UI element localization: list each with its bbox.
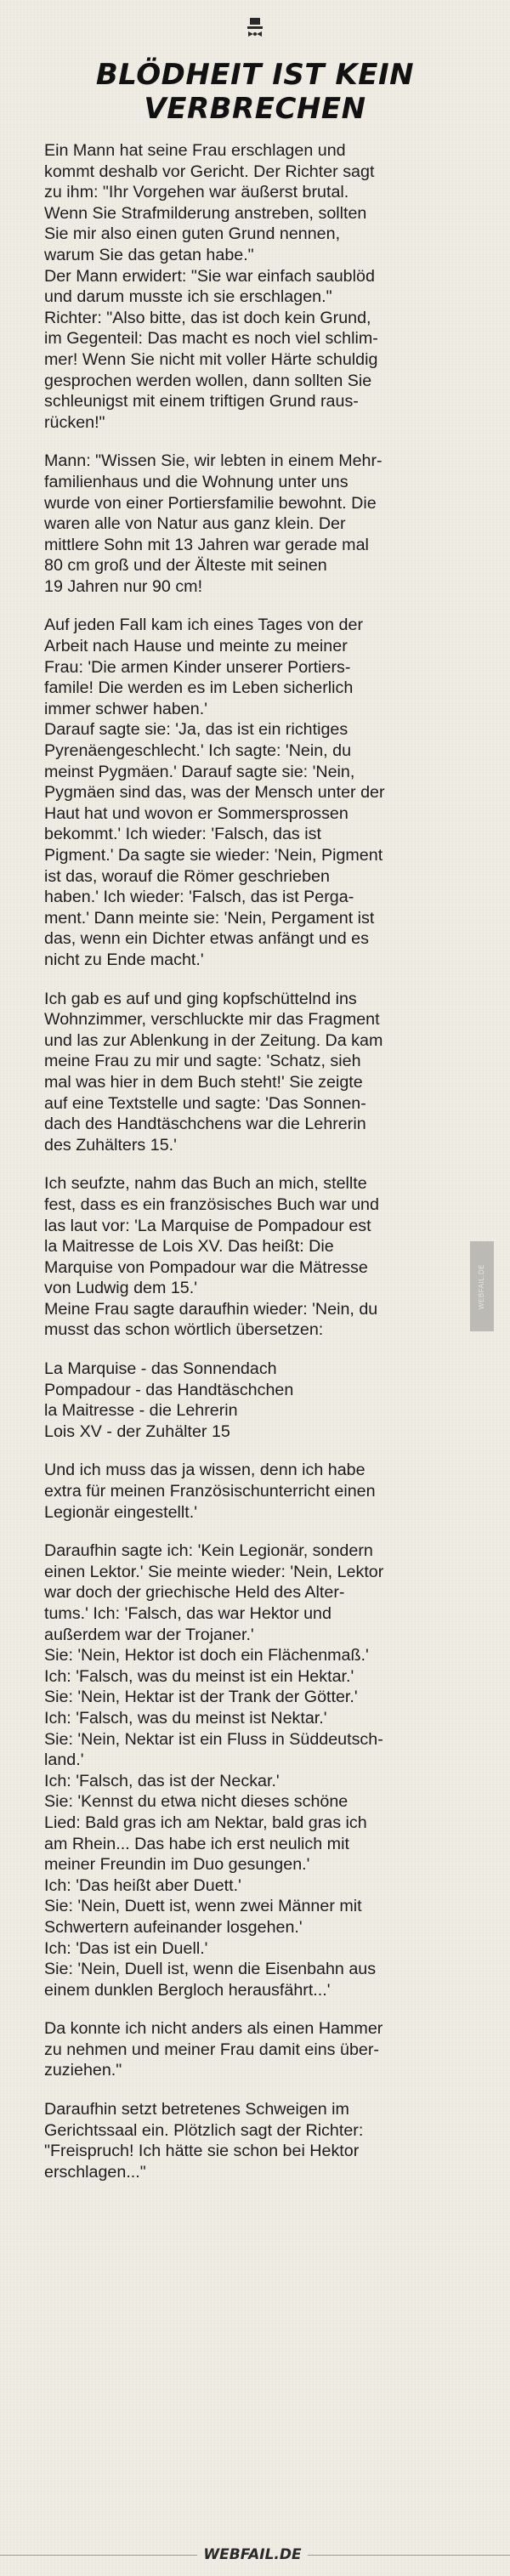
text-line: la Maitresse de Lois XV. Das heißt: Die — [44, 1237, 334, 1257]
text-line: und las zur Ablenkung in der Zeitung. Da kam — [44, 1030, 383, 1050]
story-paragraph — [44, 615, 469, 970]
text-line: Arbeit nach Hause und meinte zu meiner — [44, 637, 348, 656]
text-line: wurde von einer Portiersfamilie bewohnt. Die — [44, 493, 377, 513]
text-line: Meine Frau sagte daraufhin wieder: 'Nein, du — [44, 1299, 378, 1319]
text-line: gesprochen werden wollen, dann sollten Sie — [44, 371, 372, 390]
text-line: schleunigst mit einem triftigen Grund raus- — [44, 392, 359, 411]
text-line: Wenn Sie Strafmilderung anstreben, sollten — [44, 203, 367, 223]
text-line: Legionär eingestellt.' — [44, 1502, 197, 1522]
side-watermark: WEBFAIL.DE — [470, 1241, 494, 1331]
text-line: Richter: "Also bitte, das ist doch kein Grund, — [44, 308, 371, 327]
text-line: Ich: 'Falsch, das ist der Neckar.' — [44, 1771, 280, 1790]
text-line: familienhaus und die Wohnung unter uns — [44, 472, 348, 491]
text-line: Und ich muss das ja wissen, denn ich habe — [44, 1461, 366, 1480]
text-line: im Gegenteil: Das macht es noch viel schlim- — [44, 329, 378, 349]
text-line: la Maitresse - die Lehrerin — [44, 1401, 238, 1421]
text-line: auf eine Textstelle und sagte: 'Das Sonnen- — [44, 1093, 366, 1113]
text-line: Sie: 'Nein, Nektar ist ein Fluss in Süddeutsch- — [44, 1729, 383, 1749]
story-text — [44, 140, 469, 2200]
text-line: und darum musste ich sie erschlagen." — [44, 287, 332, 307]
story-paragraph — [44, 1540, 469, 2000]
text-line: las laut vor: 'La Marquise de Pompadour est — [44, 1216, 371, 1235]
text-line: erschlagen..." — [44, 2162, 146, 2182]
text-line: Pompadour - das Handtäschchen — [44, 1380, 294, 1399]
text-line: immer schwer haben.' — [44, 699, 207, 718]
text-line: Daraufhin setzt betretenes Schweigen im — [44, 2100, 349, 2119]
footer-rule-right — [308, 2555, 510, 2556]
text-line: Sie: 'Nein, Duett ist, wenn zwei Männer mit — [44, 1897, 362, 1916]
text-line: Haut hat und wovon er Sommersprossen — [44, 803, 348, 823]
text-line: Pyrenäengeschlecht.' Ich sagte: 'Nein, du — [44, 741, 352, 761]
text-line: mal was hier in dem Buch steht!' Sie zeigte — [44, 1072, 363, 1092]
text-line: Auf jeden Fall kam ich eines Tages von der — [44, 616, 364, 635]
text-line: Sie: 'Nein, Hektor ist doch ein Flächenmaß.' — [44, 1646, 369, 1665]
text-line: extra für meinen Französischunterricht einen — [44, 1482, 376, 1501]
text-line: haben.' Ich wieder: 'Falsch, das ist Perga- — [44, 888, 354, 907]
text-line: zu ihm: "Ihr Vorgehen war äußerst brutal. — [44, 183, 349, 202]
story-paragraph — [44, 140, 469, 433]
text-line: meine Frau zu mir und sagte: 'Schatz, sieh — [44, 1052, 361, 1071]
text-line: Sie: 'Kennst du etwa nicht dieses schöne — [44, 1792, 348, 1812]
text-line: zuziehen." — [44, 2061, 122, 2080]
text-line: Schwertern aufeinander losgehen.' — [44, 1917, 303, 1937]
text-line: am Rhein... Das habe ich erst neulich mit — [44, 1834, 349, 1853]
text-line: nicht zu Ende macht.' — [44, 950, 204, 969]
text-line: Sie: 'Nein, Duell ist, wenn die Eisenbahn aus — [44, 1960, 377, 1979]
text-line: tums.' Ich: 'Falsch, das war Hektor und — [44, 1604, 332, 1623]
text-line: Ich seufzte, nahm das Buch an mich, stellte — [44, 1174, 367, 1194]
text-line: waren alle von Natur aus ganz klein. Der — [44, 514, 346, 534]
text-line: Pigment.' Da sagte sie wieder: 'Nein, Pigment — [44, 846, 383, 865]
text-line: fest, dass es ein französisches Buch war und — [44, 1194, 379, 1214]
text-line: Ein Mann hat seine Frau erschlagen und — [44, 141, 346, 160]
text-line: einem dunklen Bergloch herausfährt...' — [44, 1980, 331, 2000]
text-line: kommt deshalb vor Gericht. Der Richter sagt — [44, 162, 375, 181]
text-line: rücken!" — [44, 412, 105, 432]
butler-hat-icon — [243, 15, 267, 39]
text-line: Ich: 'Falsch, was du meinst ist ein Hektar.' — [44, 1666, 354, 1686]
text-line: Der Mann erwidert: "Sie war einfach saublöd — [44, 266, 375, 286]
text-line: Darauf sagte sie: 'Ja, das ist ein richtiges — [44, 720, 348, 740]
text-line: von Ludwig dem 15.' — [44, 1279, 197, 1298]
text-line: Ich: 'Das heißt aber Duett.' — [44, 1875, 241, 1895]
story-paragraph — [44, 1173, 469, 1341]
text-line: Lied: Bald gras ich am Nektar, bald gras ich — [44, 1813, 367, 1832]
text-line: La Marquise - das Sonnendach — [44, 1359, 277, 1379]
text-line: Mann: "Wissen Sie, wir lebten in einem Mehr- — [44, 451, 382, 471]
text-line: dach des Handtäschchens war die Lehrerin — [44, 1115, 366, 1134]
text-line: Ich gab es auf und ging kopfschüttelnd ins — [44, 989, 357, 1008]
text-line: Pygmäen sind das, was der Mensch unter der — [44, 783, 385, 803]
title-line: VERBRECHEN — [144, 92, 366, 126]
text-line: mer! Wenn Sie nicht mit voller Härte schuldig — [44, 349, 378, 369]
text-line: Sie: 'Nein, Hektar ist der Trank der Götter.' — [44, 1688, 358, 1707]
story-paragraph — [44, 1359, 469, 1442]
text-line: Frau: 'Die armen Kinder unserer Portiers- — [44, 657, 351, 677]
text-line: zu nehmen und meiner Frau damit eins über- — [44, 2040, 379, 2059]
text-line: 80 cm groß und der Älteste mit seinen — [44, 556, 327, 576]
text-line: Gerichtssaal ein. Plötzlich sagt der Richter: — [44, 2120, 364, 2140]
text-line: warum Sie das getan habe." — [44, 245, 254, 264]
text-line: Ich: 'Das ist ein Duell.' — [44, 1938, 208, 1958]
text-line: des Zuhälters 15.' — [44, 1135, 177, 1155]
text-line: meinst Pygmäen.' Darauf sagte sie: 'Nein, — [44, 762, 355, 781]
page-title — [0, 58, 510, 126]
story-paragraph — [44, 2018, 469, 2081]
text-line: "Freispruch! Ich hätte sie schon bei Hektor — [44, 2142, 360, 2161]
text-line: 19 Jahren nur 90 cm! — [44, 576, 203, 596]
text-line: musst das schon wörtlich übersetzen: — [44, 1320, 324, 1340]
footer-brand: WEBFAIL.DE — [203, 2546, 302, 2563]
story-paragraph — [44, 989, 469, 1156]
text-line: famile! Die werden es im Leben sicherlich — [44, 678, 354, 698]
text-line: Daraufhin sagte ich: 'Kein Legionär, sondern — [44, 1541, 373, 1561]
text-line: außerdem war der Trojaner.' — [44, 1625, 254, 1644]
text-line: Wohnzimmer, verschluckte mir das Fragment — [44, 1010, 380, 1030]
text-line: Sie mir also einen guten Grund nennen, — [44, 224, 341, 244]
text-line: war doch der griechische Held des Alter- — [44, 1583, 345, 1603]
text-line: bekommt.' Ich wieder: 'Falsch, das ist — [44, 825, 321, 844]
text-line: Ich: 'Falsch, was du meinst ist Nektar.' — [44, 1708, 327, 1728]
text-line: mittlere Sohn mit 13 Jahren war gerade mal — [44, 535, 369, 554]
text-line: ist das, worauf die Römer geschrieben — [44, 866, 330, 886]
title-line: BLÖDHEIT IST KEIN — [95, 58, 415, 92]
text-line: meiner Freundin im Duo gesungen.' — [44, 1855, 310, 1875]
text-line: land.' — [44, 1750, 84, 1770]
text-line: Da konnte ich nicht anders als einen Hammer — [44, 2019, 383, 2039]
text-line: ment.' Dann meinte sie: 'Nein, Pergament ist — [44, 908, 375, 928]
story-paragraph — [44, 451, 469, 597]
text-line: Lois XV - der Zuhälter 15 — [44, 1421, 230, 1441]
text-line: Marquise von Pompadour war die Mätresse — [44, 1257, 368, 1277]
story-paragraph — [44, 2099, 469, 2182]
text-line: das, wenn ein Dichter etwas anfängt und es — [44, 929, 369, 949]
footer — [0, 2546, 510, 2563]
story-paragraph — [44, 1460, 469, 1523]
footer-rule-left — [0, 2555, 197, 2556]
text-line: einen Lektor.' Sie meinte wieder: 'Nein, Lektor — [44, 1562, 384, 1581]
